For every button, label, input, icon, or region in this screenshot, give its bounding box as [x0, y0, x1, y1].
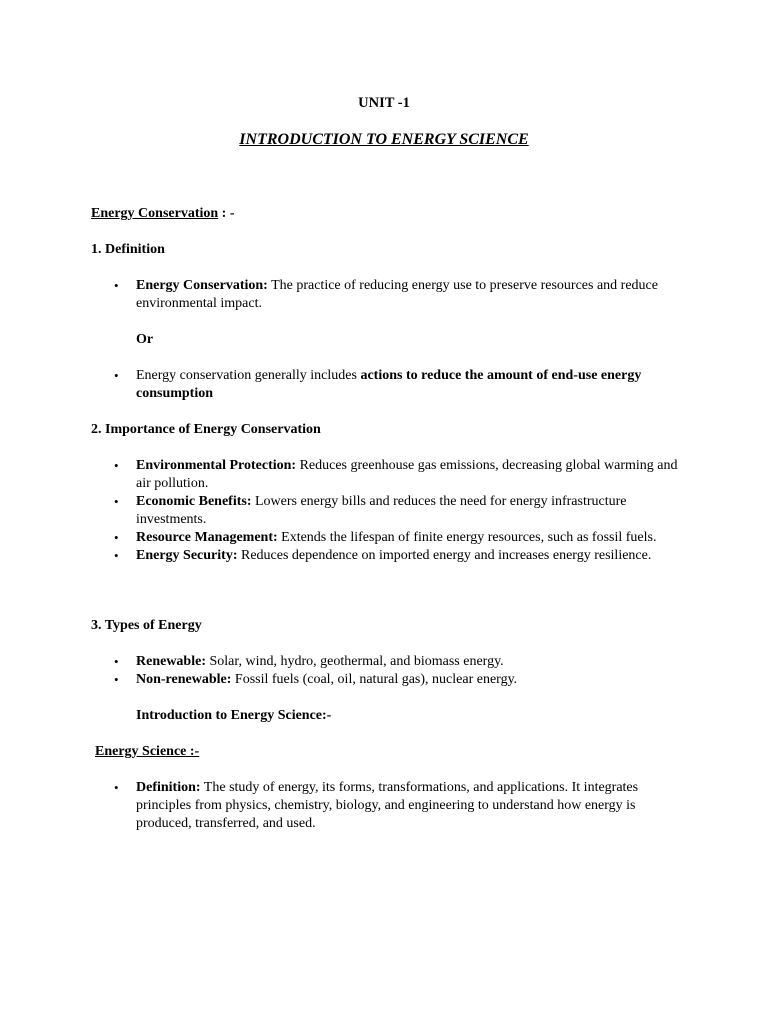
list-item: [91, 653, 691, 671]
list-item: [91, 493, 691, 529]
item-text: Solar, wind, hydro, geothermal, and biomass energy.: [206, 654, 504, 669]
energy-science-heading-text: Energy Science :-: [95, 744, 200, 759]
or-separator: Or: [136, 332, 154, 347]
section-heading-energy-conservation: [91, 205, 691, 223]
definition-list-2: [91, 367, 691, 403]
bullet-icon: •: [114, 530, 119, 545]
item-term: Resource Management:: [136, 530, 278, 545]
item-text: Reduces greenhouse gas emissions, decreasing global warming and air pollution.: [136, 458, 678, 491]
item-text: Fossil fuels (coal, oil, natural gas), nuclear energy.: [231, 672, 518, 687]
item-text: Extends the lifespan of finite energy resources, such as fossil fuels.: [277, 530, 657, 545]
importance-list: [91, 457, 691, 565]
list-item: [91, 529, 691, 547]
types-heading: 3. Types of Energy: [91, 618, 202, 633]
page-title: INTRODUCTION TO ENERGY SCIENCE: [239, 131, 529, 148]
energy-science-list: [91, 779, 691, 833]
list-item: [91, 277, 691, 313]
list-item: [91, 671, 691, 689]
item-term: actions to reduce the amount of end-use energy consumption: [136, 368, 642, 401]
bullet-icon: •: [114, 458, 119, 473]
types-list: [91, 653, 691, 689]
item-term: Economic Benefits:: [136, 494, 252, 509]
bullet-icon: •: [114, 368, 119, 383]
unit-label: UNIT -1: [358, 95, 410, 111]
importance-heading: 2. Importance of Energy Conservation: [91, 422, 321, 437]
bullet-icon: •: [114, 672, 119, 687]
item-term: Energy Security:: [136, 548, 238, 563]
bullet-icon: •: [114, 494, 119, 509]
bullet-icon: •: [114, 780, 119, 795]
list-item: [91, 779, 691, 833]
item-text: The study of energy, its forms, transformations, and applications. It integrates principles from physics, chemistry, biology, and engineering to understand how energy is produced, transferred, and used.: [136, 780, 639, 831]
item-term: Renewable:: [136, 654, 206, 669]
item-term: Definition:: [136, 780, 201, 795]
list-item: [91, 457, 691, 493]
definition-list: [91, 277, 691, 313]
section-heading-text: Energy Conservation: [91, 206, 219, 221]
item-text: Energy conservation generally includes: [136, 368, 361, 383]
bullet-icon: •: [114, 278, 119, 293]
item-text: Lowers energy bills and reduces the need for energy infrastructure investments.: [136, 494, 627, 527]
intro-subheading: Introduction to Energy Science:-: [136, 708, 332, 723]
item-text: The practice of reducing energy use to preserve resources and reduce environmental impact.: [136, 278, 658, 311]
item-text: Reduces dependence on imported energy and increases energy resilience.: [237, 548, 652, 563]
item-term: Energy Conservation:: [136, 278, 268, 293]
item-term: Non-renewable:: [136, 672, 232, 687]
energy-science-heading: [95, 743, 695, 761]
bullet-icon: •: [114, 548, 119, 563]
item-term: Environmental Protection:: [136, 458, 297, 473]
bullet-icon: •: [114, 654, 119, 669]
section-heading-suffix: : -: [218, 206, 235, 221]
list-item: [91, 367, 691, 403]
list-item: [91, 547, 691, 565]
definition-heading: 1. Definition: [91, 242, 165, 257]
